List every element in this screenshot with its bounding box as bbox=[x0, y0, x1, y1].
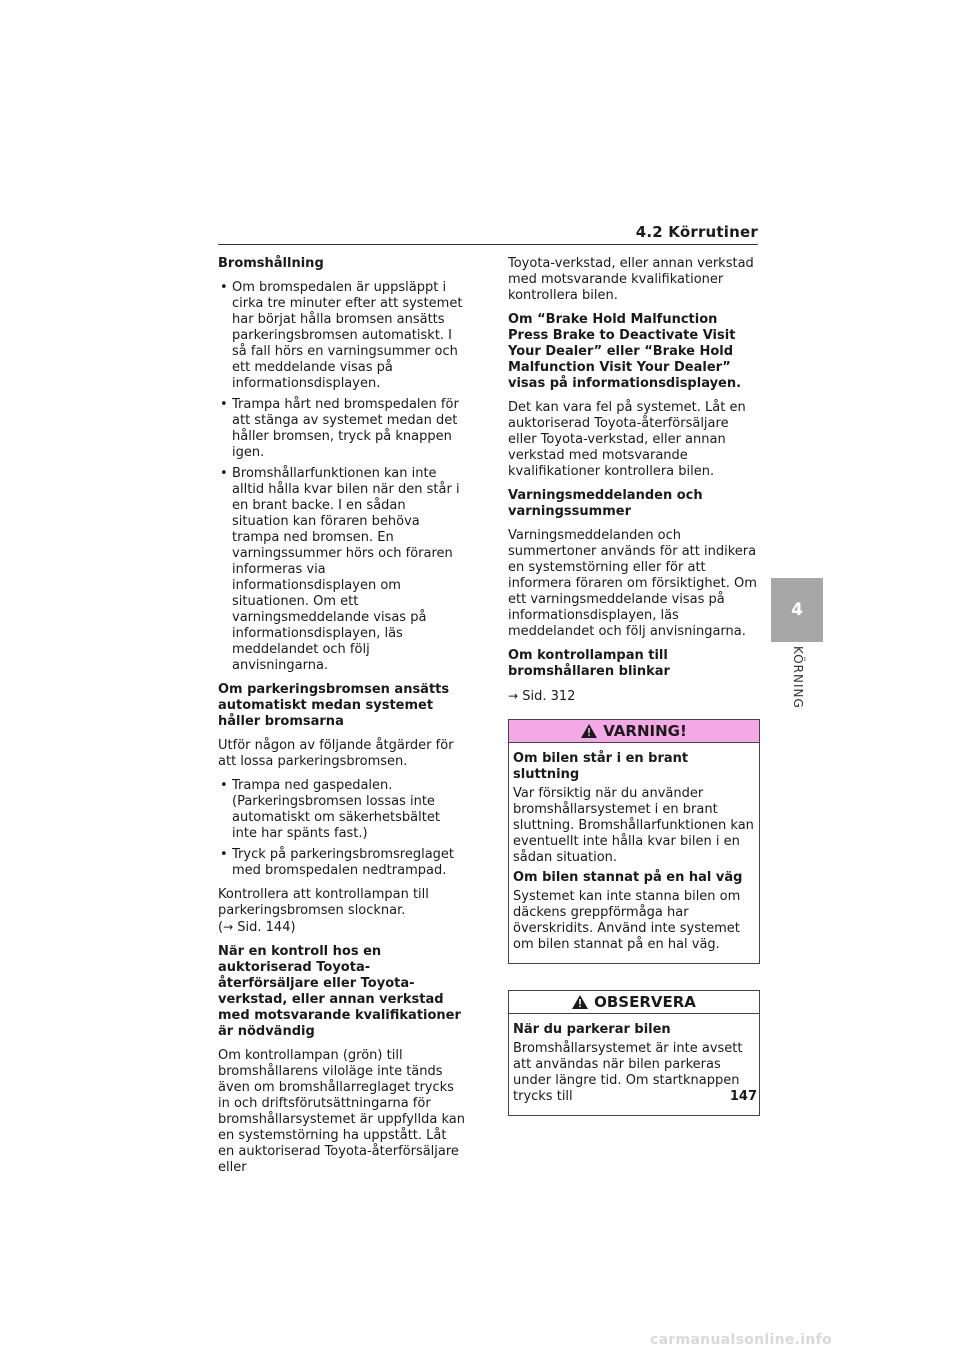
bullet-list-brake-hold bbox=[218, 280, 466, 674]
list-item: • Trampa hårt ned bromspedalen för att stänga av systemet medan det håller bromsen, tryck på knappen igen. bbox=[218, 397, 466, 461]
reference-text: Sid. 144) bbox=[237, 920, 296, 935]
paragraph: Utför någon av följande åtgärder för att lossa parkeringsbromsen. bbox=[218, 738, 454, 769]
paragraph: Varningsmeddelanden och summertoner används för att indikera en systemstörning eller för att informera föraren om försiktighet. Om ett varningsmeddelande visas på informationsdisplayen, läs meddelandet och följ anvisningarna. bbox=[508, 528, 757, 639]
heading-parking-brake: Om parkeringsbromsen ansätts automatiskt medan systemet håller bromsarna bbox=[218, 682, 450, 729]
page-reference[interactable] bbox=[508, 688, 760, 705]
heading-warning-messages: Varningsmeddelanden och varningssummer bbox=[508, 488, 703, 519]
arrow-right-icon: → bbox=[223, 920, 234, 934]
warning-triangle-icon bbox=[581, 724, 597, 738]
notice-body bbox=[509, 1014, 759, 1115]
left-column bbox=[218, 256, 466, 1184]
warning-text: Systemet kan inte stanna bilen om däckens greppförmåga har överskridits. Använd inte systemet om bilen stannat på en hal väg. bbox=[513, 889, 741, 952]
list-item: • Tryck på parkeringsbromsreglaget med bromspedalen nedtrampad. bbox=[218, 847, 466, 879]
heading-brake-hold: Bromshållning bbox=[218, 256, 324, 271]
chapter-label: KÖRNING bbox=[791, 646, 805, 709]
warning-triangle-icon bbox=[572, 995, 588, 1009]
warning-header bbox=[509, 720, 759, 743]
warning-text: Var försiktig när du använder bromshållarsystemet i en brant sluttning. Bromshållarfunktionen kan eventuellt inte hålla kvar bilen i en sådan situation. bbox=[513, 786, 754, 865]
notice-header bbox=[509, 991, 759, 1014]
warning-title: VARNING! bbox=[603, 722, 687, 740]
watermark: carmanualsonline.info bbox=[650, 1332, 832, 1348]
heading-malfunction-message: Om “Brake Hold Malfunction Press Brake to Deactivate Visit Your Dealer” eller “Brake Hold Malfunction Visit Your Dealer” visas på informationsdisplayen. bbox=[508, 312, 742, 391]
paren: ( bbox=[218, 920, 224, 935]
list-item: • Trampa ned gaspedalen. (Parkeringsbromsen lossas inte automatiskt om säkerhetsbältet inte har spänts fast.) bbox=[218, 778, 466, 842]
paragraph bbox=[218, 887, 466, 936]
warning-heading: Om bilen stannat på en hal väg bbox=[513, 870, 743, 885]
list-item: • Om bromspedalen är uppsläppt i cirka tre minuter efter att systemet har börjat hålla bromsen ansätts parkeringsbromsen automatiskt. I så fall hörs en varningsummer och ett meddelande visas på informationsdisplayen. bbox=[218, 280, 466, 392]
warning-heading: Om bilen står i en brant sluttning bbox=[513, 751, 689, 782]
paragraph: Om kontrollampan (grön) till bromshållarens viloläge inte tänds även om bromshållarreglaget trycks in och driftsförutsättningarna för bromshållarsystemet är uppfyllda kan en systemstörning ha uppstått. Låt en auktoriserad Toyota-återförsäljare eller bbox=[218, 1048, 465, 1175]
header-divider bbox=[218, 244, 758, 245]
paragraph: Det kan vara fel på systemet. Låt en auktoriserad Toyota-återförsäljare eller Toyota-verkstad, eller annan verkstad med motsvarande kvalifikationer kontrollera bilen. bbox=[508, 400, 746, 479]
heading-indicator-blinks: Om kontrollampan till bromshållaren blinkar bbox=[508, 648, 670, 679]
arrow-right-icon: → bbox=[508, 689, 519, 703]
reference-text: Sid. 312 bbox=[522, 689, 576, 704]
list-item: • Bromshållarfunktionen kan inte alltid hålla kvar bilen när den står i en brant backe. I en sådan situation kan föraren behöva trampa ned bromsen. En varningssummer hörs och föraren informeras via informationsdisplayen om situationen. Om ett varningsmeddelande visas på informationsdisplayen, läs meddelandet och följ anvisningarna. bbox=[218, 466, 466, 674]
section-title: 4.2 Körrutiner bbox=[635, 223, 758, 241]
bullet-list-release bbox=[218, 778, 466, 879]
notice-box bbox=[508, 990, 760, 1116]
paragraph-text: Kontrollera att kontrollampan till parkeringsbromsen slocknar. bbox=[218, 887, 429, 918]
page-reference[interactable] bbox=[218, 920, 296, 935]
warning-body bbox=[509, 743, 759, 963]
chapter-tab: 4 bbox=[771, 578, 823, 642]
warning-box bbox=[508, 719, 760, 964]
paragraph: Toyota-verkstad, eller annan verkstad med motsvarande kvalifikationer kontrollera bilen. bbox=[508, 256, 754, 303]
notice-text: Bromshållarsystemet är inte avsett att användas när bilen parkeras under längre tid. Om startknappen trycks till bbox=[513, 1041, 743, 1104]
notice-heading: När du parkerar bilen bbox=[513, 1022, 671, 1037]
page-number: 147 bbox=[729, 1089, 757, 1104]
right-column bbox=[508, 256, 760, 1116]
heading-inspection: När en kontroll hos en auktoriserad Toyota-återförsäljare eller Toyota-verkstad, eller annan verkstad med motsvarande kvalifikationer är nödvändig bbox=[218, 944, 461, 1039]
notice-title: OBSERVERA bbox=[594, 993, 696, 1011]
